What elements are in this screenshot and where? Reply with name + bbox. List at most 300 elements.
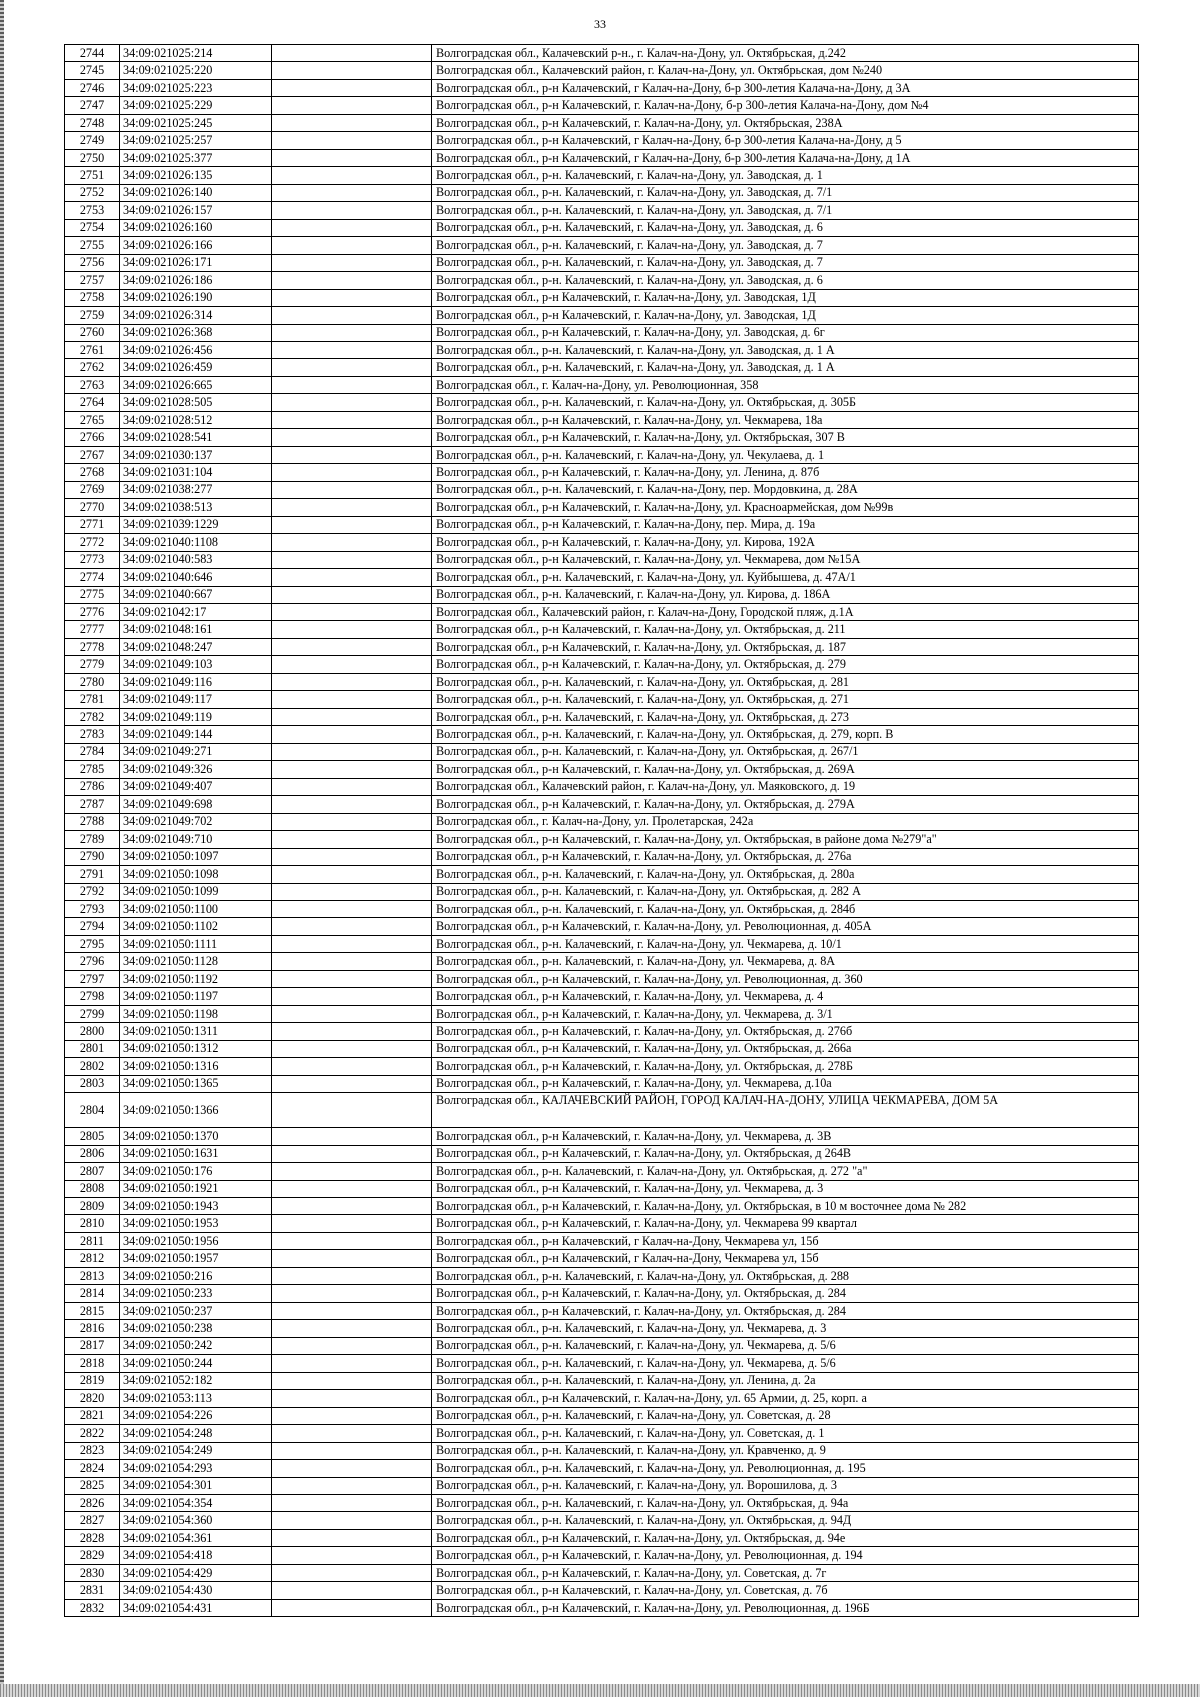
address-cell: Волгоградская обл., р-н Калачевский, г. Калач-на-Дону, ул. Чекмарева 99 квартал bbox=[432, 1215, 1139, 1232]
row-number-cell: 2786 bbox=[65, 778, 120, 795]
table-row bbox=[65, 1180, 1139, 1197]
address-cell: Волгоградская обл., Калачевский район, г. Калач-на-Дону, Городской пляж, д.1А bbox=[432, 604, 1139, 621]
empty-cell bbox=[272, 1564, 432, 1581]
cadastral-number-cell: 34:09:021050:1316 bbox=[120, 1058, 272, 1075]
table-row bbox=[65, 1390, 1139, 1407]
row-number-cell: 2762 bbox=[65, 359, 120, 376]
address-cell: Волгоградская обл., р-н. Калачевский, г. Калач-на-Дону, ул. Заводская, д. 7 bbox=[432, 237, 1139, 254]
row-number-cell: 2749 bbox=[65, 132, 120, 149]
empty-cell bbox=[272, 831, 432, 848]
empty-cell bbox=[272, 1285, 432, 1302]
row-number-cell: 2801 bbox=[65, 1040, 120, 1057]
row-number-cell: 2750 bbox=[65, 149, 120, 166]
empty-cell bbox=[272, 411, 432, 428]
cadastral-number-cell: 34:09:021050:1365 bbox=[120, 1075, 272, 1092]
row-number-cell: 2819 bbox=[65, 1372, 120, 1389]
cadastral-number-cell: 34:09:021054:354 bbox=[120, 1494, 272, 1511]
row-number-cell: 2772 bbox=[65, 534, 120, 551]
empty-cell bbox=[272, 656, 432, 673]
cadastral-number-cell: 34:09:021050:1111 bbox=[120, 935, 272, 952]
table-row bbox=[65, 778, 1139, 795]
address-cell: Волгоградская обл., р-н Калачевский, г Калач-на-Дону, б-р 300-летия Калача-на-Дону, д 3А bbox=[432, 79, 1139, 96]
table-row bbox=[65, 586, 1139, 603]
row-number-cell: 2763 bbox=[65, 376, 120, 393]
empty-cell bbox=[272, 324, 432, 341]
address-cell: Волгоградская обл., р-н. Калачевский, г. Калач-на-Дону, ул. Октябрьская, д. 284б bbox=[432, 900, 1139, 917]
address-cell: Волгоградская обл., р-н. Калачевский, г. Калач-на-Дону, ул. Чекмарева, д. 8А bbox=[432, 953, 1139, 970]
table-row bbox=[65, 516, 1139, 533]
table-row bbox=[65, 1005, 1139, 1022]
table-row bbox=[65, 237, 1139, 254]
address-cell: Волгоградская обл., р-н. Калачевский, г. Калач-на-Дону, ул. Заводская, д. 1 bbox=[432, 167, 1139, 184]
cadastral-number-cell: 34:09:021049:103 bbox=[120, 656, 272, 673]
empty-cell bbox=[272, 464, 432, 481]
cadastral-number-cell: 34:09:021025:214 bbox=[120, 45, 272, 62]
empty-cell bbox=[272, 1302, 432, 1319]
empty-cell bbox=[272, 62, 432, 79]
empty-cell bbox=[272, 1267, 432, 1284]
empty-cell bbox=[272, 254, 432, 271]
empty-cell bbox=[272, 953, 432, 970]
address-cell: Волгоградская обл., р-н Калачевский, г. Калач-на-Дону, ул. Революционная, д. 405А bbox=[432, 918, 1139, 935]
empty-cell bbox=[272, 918, 432, 935]
table-row bbox=[65, 1198, 1139, 1215]
table-row bbox=[65, 1128, 1139, 1145]
empty-cell bbox=[272, 673, 432, 690]
empty-cell bbox=[272, 1215, 432, 1232]
row-number-cell: 2779 bbox=[65, 656, 120, 673]
row-number-cell: 2783 bbox=[65, 726, 120, 743]
address-cell: Волгоградская обл., р-н. Калачевский, г. Калач-на-Дону, ул. Ворошилова, д. 3 bbox=[432, 1477, 1139, 1494]
table-row bbox=[65, 551, 1139, 568]
table-row bbox=[65, 1093, 1139, 1128]
row-number-cell: 2754 bbox=[65, 219, 120, 236]
table-row bbox=[65, 464, 1139, 481]
cadastral-number-cell: 34:09:021049:116 bbox=[120, 673, 272, 690]
address-cell: Волгоградская обл., р-н. Калачевский, г. Калач-на-Дону, ул. Октябрьская, д. 273 bbox=[432, 708, 1139, 725]
scan-edge-artifact bbox=[0, 0, 4, 1697]
cadastral-number-cell: 34:09:021050:1098 bbox=[120, 866, 272, 883]
empty-cell bbox=[272, 167, 432, 184]
cadastral-number-cell: 34:09:021054:301 bbox=[120, 1477, 272, 1494]
row-number-cell: 2830 bbox=[65, 1564, 120, 1581]
cadastral-number-cell: 34:09:021054:249 bbox=[120, 1442, 272, 1459]
empty-cell bbox=[272, 813, 432, 830]
row-number-cell: 2784 bbox=[65, 743, 120, 760]
empty-cell bbox=[272, 97, 432, 114]
cadastral-number-cell: 34:09:021050:1100 bbox=[120, 900, 272, 917]
address-cell: Волгоградская обл., р-н Калачевский, г. Калач-на-Дону, ул. Чекмарева, д.10а bbox=[432, 1075, 1139, 1092]
row-number-cell: 2826 bbox=[65, 1494, 120, 1511]
cadastral-number-cell: 34:09:021050:237 bbox=[120, 1302, 272, 1319]
address-cell: Волгоградская обл., р-н Калачевский, г. Калач-на-Дону, ул. Октябрьская, д. 278Б bbox=[432, 1058, 1139, 1075]
cadastral-number-cell: 34:09:021050:1921 bbox=[120, 1180, 272, 1197]
address-cell: Волгоградская обл., р-н. Калачевский, г. Калач-на-Дону, ул. Заводская, д. 6 bbox=[432, 272, 1139, 289]
table-row bbox=[65, 1355, 1139, 1372]
address-cell: Волгоградская обл., р-н. Калачевский, г. Калач-на-Дону, ул. Октябрьская, д. 288 bbox=[432, 1267, 1139, 1284]
cadastral-number-cell: 34:09:021026:190 bbox=[120, 289, 272, 306]
address-cell: Волгоградская обл., р-н Калачевский, г. Калач-на-Дону, ул. Чекмарева, д. 3 bbox=[432, 1180, 1139, 1197]
address-cell: Волгоградская обл., р-н. Калачевский, г. Калач-на-Дону, ул. Советская, д. 1 bbox=[432, 1425, 1139, 1442]
row-number-cell: 2755 bbox=[65, 237, 120, 254]
address-cell: Волгоградская обл., р-н. Калачевский, г. Калач-на-Дону, ул. Советская, д. 28 bbox=[432, 1407, 1139, 1424]
address-cell: Волгоградская обл., р-н Калачевский, г. Калач-на-Дону, ул. Октябрьская, д. 284 bbox=[432, 1302, 1139, 1319]
empty-cell bbox=[272, 45, 432, 62]
row-number-cell: 2794 bbox=[65, 918, 120, 935]
table-row bbox=[65, 708, 1139, 725]
empty-cell bbox=[272, 516, 432, 533]
address-cell: Волгоградская обл., р-н Калачевский, г. Калач-на-Дону, ул. Октябрьская, в 10 м восточнее дома № 282 bbox=[432, 1198, 1139, 1215]
row-number-cell: 2832 bbox=[65, 1599, 120, 1616]
cadastral-number-cell: 34:09:021050:1956 bbox=[120, 1232, 272, 1249]
empty-cell bbox=[272, 534, 432, 551]
table-row bbox=[65, 796, 1139, 813]
row-number-cell: 2776 bbox=[65, 604, 120, 621]
row-number-cell: 2774 bbox=[65, 569, 120, 586]
table-row bbox=[65, 62, 1139, 79]
address-cell: Волгоградская обл., р-н Калачевский, г. Калач-на-Дону, ул. Октябрьская, д. 276а bbox=[432, 848, 1139, 865]
empty-cell bbox=[272, 743, 432, 760]
row-number-cell: 2760 bbox=[65, 324, 120, 341]
address-cell: Волгоградская обл., р-н Калачевский, г Калач-на-Дону, б-р 300-летия Калача-на-Дону, д 1А bbox=[432, 149, 1139, 166]
empty-cell bbox=[272, 1547, 432, 1564]
cadastral-number-cell: 34:09:021026:314 bbox=[120, 307, 272, 324]
empty-cell bbox=[272, 1460, 432, 1477]
address-cell: Волгоградская обл., р-н Калачевский, г. Калач-на-Дону, ул. Октябрьская, д. 94е bbox=[432, 1529, 1139, 1546]
empty-cell bbox=[272, 1477, 432, 1494]
row-number-cell: 2771 bbox=[65, 516, 120, 533]
cadastral-number-cell: 34:09:021050:176 bbox=[120, 1163, 272, 1180]
row-number-cell: 2752 bbox=[65, 184, 120, 201]
address-cell: Волгоградская обл., р-н Калачевский, г. Калач-на-Дону, б-р 300-летия Калача-на-Дону, дом №4 bbox=[432, 97, 1139, 114]
empty-cell bbox=[272, 1128, 432, 1145]
table-row bbox=[65, 446, 1139, 463]
row-number-cell: 2759 bbox=[65, 307, 120, 324]
cadastral-number-cell: 34:09:021050:1198 bbox=[120, 1005, 272, 1022]
cadastral-number-cell: 34:09:021049:702 bbox=[120, 813, 272, 830]
cadastral-number-cell: 34:09:021050:1128 bbox=[120, 953, 272, 970]
row-number-cell: 2811 bbox=[65, 1232, 120, 1249]
address-cell: Волгоградская обл., р-н. Калачевский, г. Калач-на-Дону, ул. Чекмарева, д. 5/6 bbox=[432, 1337, 1139, 1354]
address-cell: Волгоградская обл., р-н Калачевский, г. Калач-на-Дону, ул. Ленина, д. 87б bbox=[432, 464, 1139, 481]
table-row bbox=[65, 1407, 1139, 1424]
row-number-cell: 2778 bbox=[65, 638, 120, 655]
empty-cell bbox=[272, 1040, 432, 1057]
empty-cell bbox=[272, 184, 432, 201]
address-cell: Волгоградская обл., р-н Калачевский, г. Калач-на-Дону, пер. Мира, д. 19а bbox=[432, 516, 1139, 533]
address-cell: Волгоградская обл., р-н. Калачевский, г. Калач-на-Дону, ул. Заводская, д. 7/1 bbox=[432, 202, 1139, 219]
address-cell: Волгоградская обл., р-н. Калачевский, г. Калач-на-Дону, ул. Заводская, д. 7 bbox=[432, 254, 1139, 271]
row-number-cell: 2803 bbox=[65, 1075, 120, 1092]
cadastral-number-cell: 34:09:021054:431 bbox=[120, 1599, 272, 1616]
row-number-cell: 2780 bbox=[65, 673, 120, 690]
table-row bbox=[65, 656, 1139, 673]
table-row bbox=[65, 1547, 1139, 1564]
cadastral-number-cell: 34:09:021048:161 bbox=[120, 621, 272, 638]
empty-cell bbox=[272, 1198, 432, 1215]
row-number-cell: 2777 bbox=[65, 621, 120, 638]
cadastral-number-cell: 34:09:021028:512 bbox=[120, 411, 272, 428]
table-row bbox=[65, 1163, 1139, 1180]
empty-cell bbox=[272, 219, 432, 236]
cadastral-number-cell: 34:09:021040:667 bbox=[120, 586, 272, 603]
cadastral-number-cell: 34:09:021031:104 bbox=[120, 464, 272, 481]
cadastral-number-cell: 34:09:021026:135 bbox=[120, 167, 272, 184]
table-row bbox=[65, 359, 1139, 376]
cadastral-number-cell: 34:09:021028:541 bbox=[120, 429, 272, 446]
row-number-cell: 2820 bbox=[65, 1390, 120, 1407]
row-number-cell: 2748 bbox=[65, 114, 120, 131]
empty-cell bbox=[272, 114, 432, 131]
table-row bbox=[65, 219, 1139, 236]
table-row bbox=[65, 1145, 1139, 1162]
address-cell: Волгоградская обл., р-н. Калачевский, г. Калач-на-Дону, ул. Октябрьская, д. 267/1 bbox=[432, 743, 1139, 760]
cadastral-number-cell: 34:09:021050:1197 bbox=[120, 988, 272, 1005]
empty-cell bbox=[272, 761, 432, 778]
cadastral-number-cell: 34:09:021050:238 bbox=[120, 1320, 272, 1337]
row-number-cell: 2824 bbox=[65, 1460, 120, 1477]
cadastral-number-cell: 34:09:021050:244 bbox=[120, 1355, 272, 1372]
row-number-cell: 2792 bbox=[65, 883, 120, 900]
empty-cell bbox=[272, 499, 432, 516]
empty-cell bbox=[272, 796, 432, 813]
table-row bbox=[65, 97, 1139, 114]
address-cell: Волгоградская обл., р-н Калачевский, г. Калач-на-Дону, ул. Чекмарева, 18а bbox=[432, 411, 1139, 428]
row-number-cell: 2828 bbox=[65, 1529, 120, 1546]
register-body bbox=[65, 45, 1139, 1617]
cadastral-number-cell: 34:09:021050:1102 bbox=[120, 918, 272, 935]
cadastral-number-cell: 34:09:021049:698 bbox=[120, 796, 272, 813]
address-cell: Волгоградская обл., р-н. Калачевский, г. Калач-на-Дону, ул. Октябрьская, д. 282 А bbox=[432, 883, 1139, 900]
row-number-cell: 2798 bbox=[65, 988, 120, 1005]
row-number-cell: 2756 bbox=[65, 254, 120, 271]
address-cell: Волгоградская обл., р-н Калачевский, г. Калач-на-Дону, ул. Октябрьская, д. 279 bbox=[432, 656, 1139, 673]
cadastral-number-cell: 34:09:021040:583 bbox=[120, 551, 272, 568]
cadastral-number-cell: 34:09:021048:247 bbox=[120, 638, 272, 655]
table-row bbox=[65, 743, 1139, 760]
table-row bbox=[65, 970, 1139, 987]
cadastral-number-cell: 34:09:021054:293 bbox=[120, 1460, 272, 1477]
cadastral-number-cell: 34:09:021026:456 bbox=[120, 341, 272, 358]
address-cell: Волгоградская обл., Калачевский район, г. Калач-на-Дону, ул. Октябрьская, дом №240 bbox=[432, 62, 1139, 79]
row-number-cell: 2790 bbox=[65, 848, 120, 865]
address-cell: Волгоградская обл., р-н. Калачевский, г. Калач-на-Дону, ул. Октябрьская, д. 94а bbox=[432, 1494, 1139, 1511]
table-row bbox=[65, 1058, 1139, 1075]
table-row bbox=[65, 569, 1139, 586]
row-number-cell: 2805 bbox=[65, 1128, 120, 1145]
row-number-cell: 2745 bbox=[65, 62, 120, 79]
address-cell: Волгоградская обл., р-н Калачевский, г. Калач-на-Дону, ул. Революционная, д. 194 bbox=[432, 1547, 1139, 1564]
cadastral-number-cell: 34:09:021050:1953 bbox=[120, 1215, 272, 1232]
address-cell: Волгоградская обл., р-н. Калачевский, г. Калач-на-Дону, ул. Октябрьская, д. 281 bbox=[432, 673, 1139, 690]
address-cell: Волгоградская обл., р-н. Калачевский, г. Калач-на-Дону, ул. Заводская, д. 1 А bbox=[432, 341, 1139, 358]
address-cell: Волгоградская обл., р-н. Калачевский, г. Калач-на-Дону, ул. Революционная, д. 195 bbox=[432, 1460, 1139, 1477]
cadastral-number-cell: 34:09:021039:1229 bbox=[120, 516, 272, 533]
table-row bbox=[65, 481, 1139, 498]
table-row bbox=[65, 1460, 1139, 1477]
address-cell: Волгоградская обл., р-н. Калачевский, г. Калач-на-Дону, ул. Октябрьская, д. 305Б bbox=[432, 394, 1139, 411]
cadastral-number-cell: 34:09:021054:226 bbox=[120, 1407, 272, 1424]
row-number-cell: 2746 bbox=[65, 79, 120, 96]
address-cell: Волгоградская обл., р-н Калачевский, г. Калач-на-Дону, ул. Октябрьская, д. 211 bbox=[432, 621, 1139, 638]
address-cell: Волгоградская обл., КАЛАЧЕВСКИЙ РАЙОН, ГОРОД КАЛАЧ-НА-ДОНУ, УЛИЦА ЧЕКМАРЕВА, ДОМ 5А bbox=[432, 1093, 1139, 1128]
empty-cell bbox=[272, 1582, 432, 1599]
address-cell: Волгоградская обл., р-н Калачевский, г. Калач-на-Дону, ул. Заводская, д. 6г bbox=[432, 324, 1139, 341]
table-row bbox=[65, 1442, 1139, 1459]
empty-cell bbox=[272, 726, 432, 743]
empty-cell bbox=[272, 970, 432, 987]
cadastral-number-cell: 34:09:021025:223 bbox=[120, 79, 272, 96]
empty-cell bbox=[272, 272, 432, 289]
cadastral-number-cell: 34:09:021050:1312 bbox=[120, 1040, 272, 1057]
cadastral-number-cell: 34:09:021026:665 bbox=[120, 376, 272, 393]
table-row bbox=[65, 621, 1139, 638]
table-row bbox=[65, 1215, 1139, 1232]
table-row bbox=[65, 1599, 1139, 1616]
cadastral-number-cell: 34:09:021050:233 bbox=[120, 1285, 272, 1302]
address-cell: Волгоградская обл., р-н. Калачевский, г. Калач-на-Дону, ул. Чекулаева, д. 1 bbox=[432, 446, 1139, 463]
row-number-cell: 2768 bbox=[65, 464, 120, 481]
table-row bbox=[65, 988, 1139, 1005]
table-row bbox=[65, 1582, 1139, 1599]
empty-cell bbox=[272, 1372, 432, 1389]
table-row bbox=[65, 1075, 1139, 1092]
cadastral-number-cell: 34:09:021049:119 bbox=[120, 708, 272, 725]
table-row bbox=[65, 1512, 1139, 1529]
table-row bbox=[65, 1529, 1139, 1546]
table-row bbox=[65, 604, 1139, 621]
table-row bbox=[65, 429, 1139, 446]
table-row bbox=[65, 813, 1139, 830]
cadastral-register-table bbox=[64, 44, 1139, 1617]
table-row bbox=[65, 184, 1139, 201]
table-row bbox=[65, 149, 1139, 166]
address-cell: Волгоградская обл., р-н Калачевский, г. Калач-на-Дону, ул. Революционная, д. 360 bbox=[432, 970, 1139, 987]
empty-cell bbox=[272, 708, 432, 725]
empty-cell bbox=[272, 1163, 432, 1180]
cadastral-number-cell: 34:09:021049:144 bbox=[120, 726, 272, 743]
table-row bbox=[65, 726, 1139, 743]
cadastral-number-cell: 34:09:021054:361 bbox=[120, 1529, 272, 1546]
table-row bbox=[65, 1250, 1139, 1267]
address-cell: Волгоградская обл., р-н Калачевский, г. Калач-на-Дону, ул. Октябрьская, д. 266а bbox=[432, 1040, 1139, 1057]
address-cell: Волгоградская обл., р-н. Калачевский, г. Калач-на-Дону, пер. Мордовкина, д. 28А bbox=[432, 481, 1139, 498]
table-row bbox=[65, 1232, 1139, 1249]
address-cell: Волгоградская обл., г. Калач-на-Дону, ул. Революционная, 358 bbox=[432, 376, 1139, 393]
row-number-cell: 2821 bbox=[65, 1407, 120, 1424]
cadastral-number-cell: 34:09:021025:220 bbox=[120, 62, 272, 79]
empty-cell bbox=[272, 446, 432, 463]
table-row bbox=[65, 1425, 1139, 1442]
empty-cell bbox=[272, 848, 432, 865]
row-number-cell: 2813 bbox=[65, 1267, 120, 1284]
table-row bbox=[65, 254, 1139, 271]
empty-cell bbox=[272, 237, 432, 254]
table-row bbox=[65, 953, 1139, 970]
cadastral-number-cell: 34:09:021050:1631 bbox=[120, 1145, 272, 1162]
table-row bbox=[65, 638, 1139, 655]
row-number-cell: 2815 bbox=[65, 1302, 120, 1319]
empty-cell bbox=[272, 900, 432, 917]
row-number-cell: 2757 bbox=[65, 272, 120, 289]
empty-cell bbox=[272, 394, 432, 411]
cadastral-number-cell: 34:09:021054:430 bbox=[120, 1582, 272, 1599]
row-number-cell: 2810 bbox=[65, 1215, 120, 1232]
address-cell: Волгоградская обл., р-н. Калачевский, г. Калач-на-Дону, ул. Кравченко, д. 9 bbox=[432, 1442, 1139, 1459]
empty-cell bbox=[272, 1390, 432, 1407]
empty-cell bbox=[272, 1145, 432, 1162]
address-cell: Волгоградская обл., р-н Калачевский, г. Калач-на-Дону, ул. Советская, д. 7б bbox=[432, 1582, 1139, 1599]
cadastral-number-cell: 34:09:021026:166 bbox=[120, 237, 272, 254]
empty-cell bbox=[272, 638, 432, 655]
address-cell: Волгоградская обл., р-н Калачевский, г. Калач-на-Дону, ул. Октябрьская, д. 269А bbox=[432, 761, 1139, 778]
cadastral-number-cell: 34:09:021040:646 bbox=[120, 569, 272, 586]
row-number-cell: 2769 bbox=[65, 481, 120, 498]
address-cell: Волгоградская обл., р-н Калачевский, г. Калач-на-Дону, ул. Октябрьская, д 264В bbox=[432, 1145, 1139, 1162]
row-number-cell: 2782 bbox=[65, 708, 120, 725]
address-cell: Волгоградская обл., р-н Калачевский, г. Калач-на-Дону, ул. Октябрьская, в районе дома №279"а" bbox=[432, 831, 1139, 848]
row-number-cell: 2814 bbox=[65, 1285, 120, 1302]
cadastral-number-cell: 34:09:021026:171 bbox=[120, 254, 272, 271]
empty-cell bbox=[272, 586, 432, 603]
address-cell: Волгоградская обл., р-н. Калачевский, г. Калач-на-Дону, ул. Заводская, д. 1 А bbox=[432, 359, 1139, 376]
row-number-cell: 2825 bbox=[65, 1477, 120, 1494]
table-row bbox=[65, 848, 1139, 865]
empty-cell bbox=[272, 883, 432, 900]
table-row bbox=[65, 289, 1139, 306]
table-row bbox=[65, 1477, 1139, 1494]
table-row bbox=[65, 167, 1139, 184]
table-row bbox=[65, 272, 1139, 289]
address-cell: Волгоградская обл., р-н Калачевский, г Калач-на-Дону, б-р 300-летия Калача-на-Дону, д 5 bbox=[432, 132, 1139, 149]
table-row bbox=[65, 1302, 1139, 1319]
table-row bbox=[65, 1320, 1139, 1337]
row-number-cell: 2799 bbox=[65, 1005, 120, 1022]
address-cell: Волгоградская обл., р-н. Калачевский, г. Калач-на-Дону, ул. Октябрьская, д. 271 bbox=[432, 691, 1139, 708]
row-number-cell: 2753 bbox=[65, 202, 120, 219]
empty-cell bbox=[272, 691, 432, 708]
row-number-cell: 2823 bbox=[65, 1442, 120, 1459]
table-row bbox=[65, 935, 1139, 952]
empty-cell bbox=[272, 935, 432, 952]
address-cell: Волгоградская обл., р-н. Калачевский, г. Калач-на-Дону, ул. Заводская, д. 7/1 bbox=[432, 184, 1139, 201]
cadastral-number-cell: 34:09:021025:377 bbox=[120, 149, 272, 166]
cadastral-number-cell: 34:09:021042:17 bbox=[120, 604, 272, 621]
cadastral-number-cell: 34:09:021025:229 bbox=[120, 97, 272, 114]
table-row bbox=[65, 307, 1139, 324]
empty-cell bbox=[272, 149, 432, 166]
row-number-cell: 2809 bbox=[65, 1198, 120, 1215]
empty-cell bbox=[272, 1512, 432, 1529]
empty-cell bbox=[272, 1494, 432, 1511]
row-number-cell: 2788 bbox=[65, 813, 120, 830]
address-cell: Волгоградская обл., р-н Калачевский, г. Калач-на-Дону, ул. Заводская, 1Д bbox=[432, 307, 1139, 324]
empty-cell bbox=[272, 1355, 432, 1372]
empty-cell bbox=[272, 481, 432, 498]
row-number-cell: 2806 bbox=[65, 1145, 120, 1162]
empty-cell bbox=[272, 621, 432, 638]
cadastral-number-cell: 34:09:021028:505 bbox=[120, 394, 272, 411]
address-cell: Волгоградская обл., р-н Калачевский, г. Калач-на-Дону, ул. Советская, д. 7г bbox=[432, 1564, 1139, 1581]
address-cell: Волгоградская обл., р-н Калачевский, г. Калач-на-Дону, ул. Октябрьская, д. 276б bbox=[432, 1023, 1139, 1040]
cadastral-number-cell: 34:09:021052:182 bbox=[120, 1372, 272, 1389]
cadastral-number-cell: 34:09:021030:137 bbox=[120, 446, 272, 463]
address-cell: Волгоградская обл., р-н Калачевский, г. Калач-на-Дону, ул. Октябрьская, д. 279А bbox=[432, 796, 1139, 813]
cadastral-number-cell: 34:09:021026:157 bbox=[120, 202, 272, 219]
row-number-cell: 2818 bbox=[65, 1355, 120, 1372]
empty-cell bbox=[272, 1075, 432, 1092]
cadastral-number-cell: 34:09:021050:1099 bbox=[120, 883, 272, 900]
